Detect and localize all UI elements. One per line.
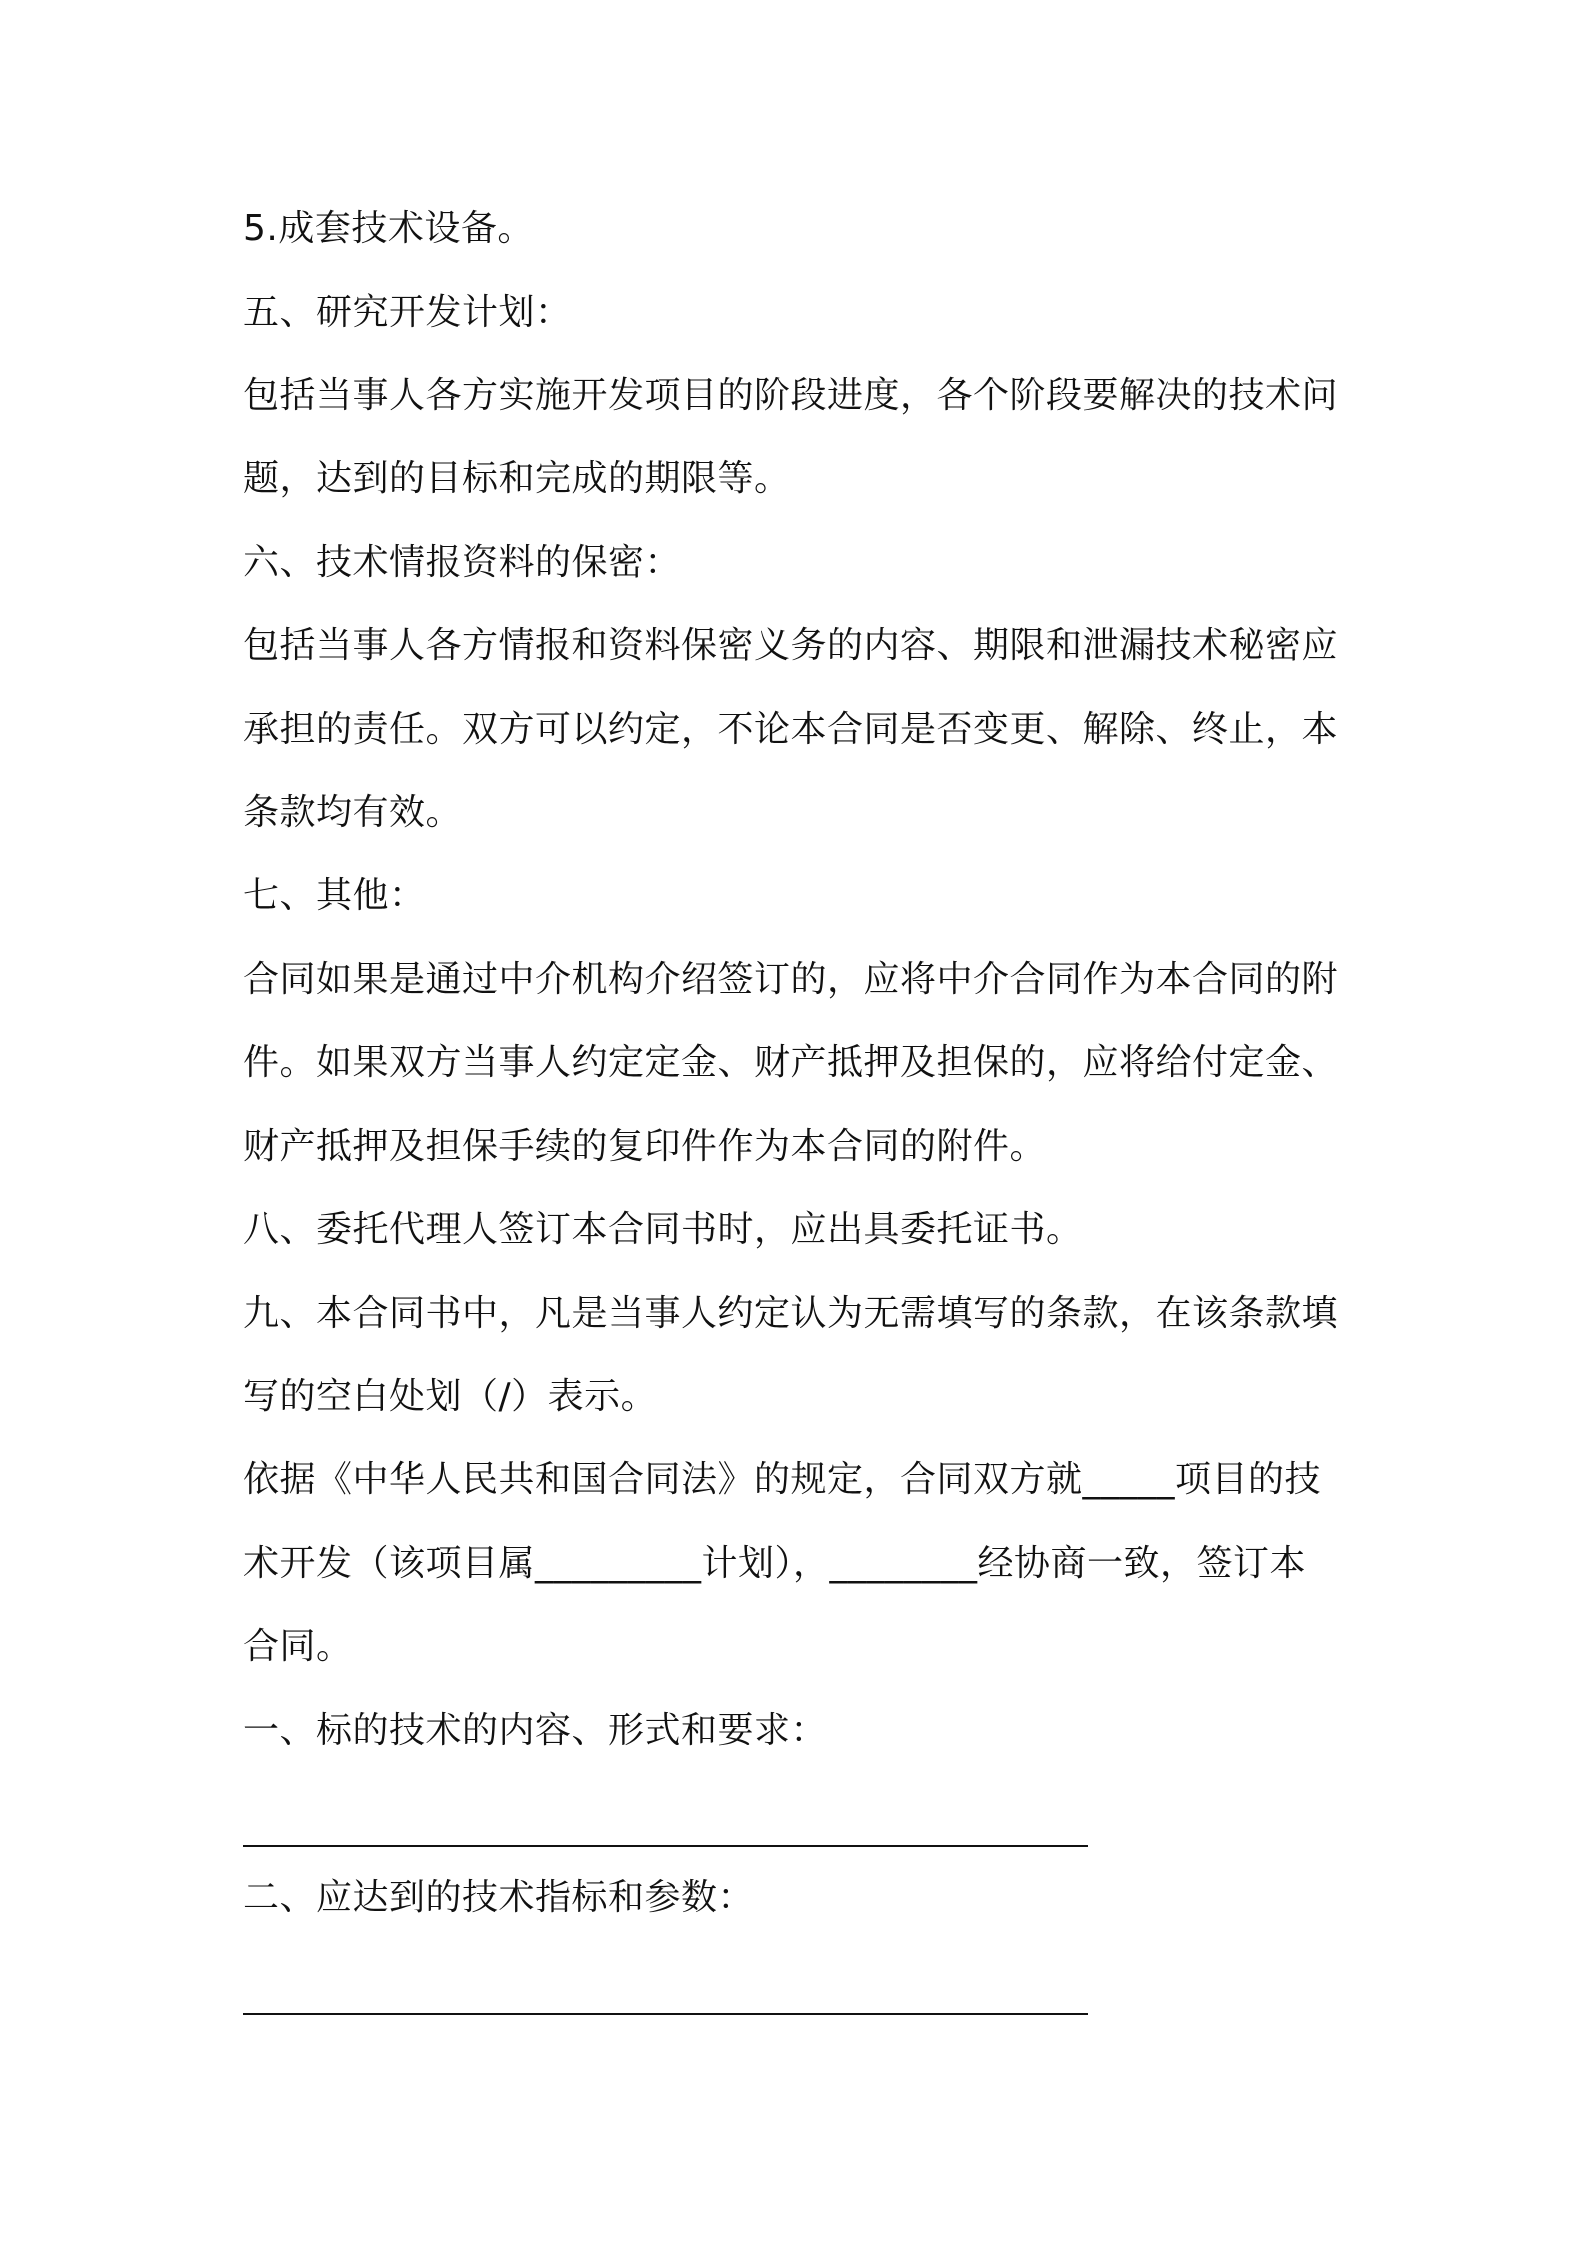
section-heading-other: 七、其他： bbox=[243, 875, 426, 916]
blank-fill-line bbox=[243, 1845, 1088, 1847]
paragraph-line: 件。如果双方当事人约定定金、财产抵押及担保的，应将给付定金、 bbox=[243, 1042, 1339, 1083]
paragraph-line: 依据《中华人民共和国合同法》的规定，合同双方就_____项目的技 bbox=[243, 1459, 1322, 1500]
paragraph-line: 条款均有效。 bbox=[243, 792, 463, 833]
paragraph-line: 术开发（该项目属_________计划），________经协商一致，签订本 bbox=[243, 1543, 1307, 1584]
section-heading-blank-fields: 九、本合同书中，凡是当事人约定认为无需填写的条款，在该条款填 bbox=[243, 1293, 1339, 1334]
paragraph-line: 题，达到的目标和完成的期限等。 bbox=[243, 458, 791, 499]
paragraph-line: 包括当事人各方实施开发项目的阶段进度，各个阶段要解决的技术问 bbox=[243, 375, 1339, 416]
paragraph-line: 财产抵押及担保手续的复印件作为本合同的附件。 bbox=[243, 1126, 1047, 1167]
section-heading-agent: 八、委托代理人签订本合同书时，应出具委托证书。 bbox=[243, 1209, 1083, 1250]
paragraph-line: 合同如果是通过中介机构介绍签订的，应将中介合同作为本合同的附 bbox=[243, 959, 1339, 1000]
list-item-complete-equipment: 5.成套技术设备。 bbox=[243, 208, 534, 249]
section-heading-rd-plan: 五、研究开发计划： bbox=[243, 292, 572, 333]
paragraph-line: 合同。 bbox=[243, 1626, 353, 1667]
blank-fill-line bbox=[243, 2013, 1088, 2015]
section-heading-confidentiality: 六、技术情报资料的保密： bbox=[243, 542, 682, 583]
paragraph-line: 承担的责任。双方可以约定，不论本合同是否变更、解除、终止，本 bbox=[243, 709, 1339, 750]
section-heading-tech-indicators: 二、应达到的技术指标和参数： bbox=[243, 1877, 755, 1918]
paragraph-line: 写的空白处划（/）表示。 bbox=[243, 1376, 658, 1417]
section-heading-subject-tech: 一、标的技术的内容、形式和要求： bbox=[243, 1710, 828, 1751]
paragraph-line: 包括当事人各方情报和资料保密义务的内容、期限和泄漏技术秘密应 bbox=[243, 625, 1339, 666]
